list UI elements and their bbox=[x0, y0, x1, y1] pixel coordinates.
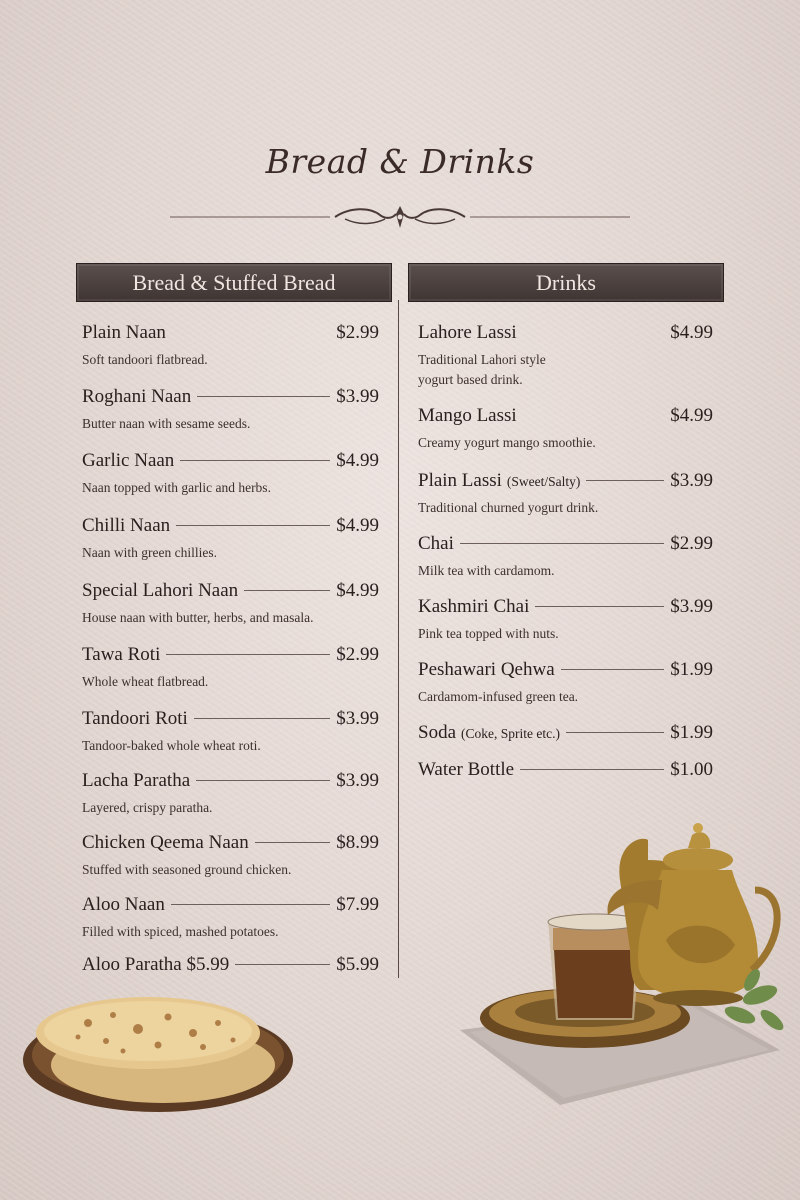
item-description-line: yogurt based drink. bbox=[418, 372, 523, 387]
item-price: $2.99 bbox=[336, 644, 379, 665]
menu-item bbox=[82, 770, 379, 818]
item-price: $4.99 bbox=[336, 515, 379, 536]
item-description: Layered, crispy paratha. bbox=[82, 800, 213, 815]
item-description: Tandoor-baked whole wheat roti. bbox=[82, 738, 261, 753]
item-name: Special Lahori Naan bbox=[82, 580, 239, 601]
item-price: $2.99 bbox=[336, 322, 379, 343]
menu-item bbox=[82, 894, 379, 942]
item-description: Milk tea with cardamom. bbox=[418, 563, 555, 578]
item-name: Roghani Naan bbox=[82, 386, 192, 407]
menu-item bbox=[82, 450, 379, 498]
item-name: Aloo Paratha $5.99 bbox=[82, 954, 230, 975]
item-description: Soft tandoori flatbread. bbox=[82, 352, 208, 367]
item-description: Butter naan with sesame seeds. bbox=[82, 416, 251, 431]
item-description: Pink tea topped with nuts. bbox=[418, 626, 559, 641]
item-name: Tawa Roti bbox=[82, 644, 161, 665]
item-name: Chai bbox=[418, 533, 454, 554]
item-name: Aloo Naan bbox=[82, 894, 165, 915]
item-name: Mango Lassi bbox=[418, 405, 517, 426]
page-title: Bread & Drinks bbox=[265, 142, 535, 181]
menu-item bbox=[418, 659, 713, 707]
menu-item bbox=[418, 596, 713, 644]
item-price: $3.99 bbox=[336, 770, 379, 791]
item-name: Chicken Qeema Naan bbox=[82, 832, 249, 853]
item-description: Filled with spiced, mashed potatoes. bbox=[82, 924, 279, 939]
item-description: Naan with green chillies. bbox=[82, 545, 217, 560]
menu-item bbox=[418, 470, 713, 518]
item-description: Traditional churned yogurt drink. bbox=[418, 500, 599, 515]
item-price: $1.00 bbox=[670, 759, 713, 780]
item-name: Lacha Paratha bbox=[82, 770, 191, 791]
item-name: Plain Lassi bbox=[418, 470, 502, 491]
menu-item bbox=[418, 722, 713, 744]
item-price: $7.99 bbox=[336, 894, 379, 915]
item-description: House naan with butter, herbs, and masala. bbox=[82, 610, 314, 625]
menu-item bbox=[82, 644, 379, 692]
item-price: $3.99 bbox=[336, 708, 379, 729]
item-price: $4.99 bbox=[670, 405, 713, 426]
menu-item bbox=[82, 954, 379, 976]
item-description bbox=[418, 350, 713, 390]
item-name: Water Bottle bbox=[418, 759, 515, 780]
menu-item bbox=[82, 708, 379, 756]
column-divider bbox=[398, 300, 399, 978]
item-price: $2.99 bbox=[670, 533, 713, 554]
item-description: Stuffed with seasoned ground chicken. bbox=[82, 862, 292, 877]
item-price: $1.99 bbox=[670, 659, 713, 680]
item-name: Tandoori Roti bbox=[82, 708, 188, 729]
item-name: Garlic Naan bbox=[82, 450, 175, 471]
item-price: $1.99 bbox=[670, 722, 713, 743]
menu-item bbox=[418, 322, 713, 390]
item-price: $4.99 bbox=[336, 450, 379, 471]
item-name: Kashmiri Chai bbox=[418, 596, 530, 617]
item-name: Plain Naan bbox=[82, 322, 166, 343]
item-price: $4.99 bbox=[670, 322, 713, 343]
menu-item bbox=[82, 515, 379, 563]
item-qualifier: (Sweet/Salty) bbox=[506, 474, 581, 489]
tea-set-image bbox=[440, 820, 800, 1120]
menu-item bbox=[418, 533, 713, 581]
bread-section-header: Bread & Stuffed Bread bbox=[76, 263, 392, 302]
ornament-divider-icon bbox=[170, 202, 630, 232]
item-description: Creamy yogurt mango smoothie. bbox=[418, 435, 596, 450]
item-name: Soda bbox=[418, 722, 456, 743]
item-price: $3.99 bbox=[670, 470, 713, 491]
item-name: Lahore Lassi bbox=[418, 322, 517, 343]
menu-item bbox=[82, 832, 379, 880]
item-price: $8.99 bbox=[336, 832, 379, 853]
drinks-section-header: Drinks bbox=[408, 263, 724, 302]
menu-item bbox=[418, 759, 713, 781]
menu-item bbox=[82, 386, 379, 434]
item-description: Naan topped with garlic and herbs. bbox=[82, 480, 271, 495]
item-name: Peshawari Qehwa bbox=[418, 659, 555, 680]
item-price: $3.99 bbox=[670, 596, 713, 617]
menu-item bbox=[418, 405, 713, 453]
item-price: $3.99 bbox=[336, 386, 379, 407]
item-price: $4.99 bbox=[336, 580, 379, 601]
item-name: Chilli Naan bbox=[82, 515, 171, 536]
item-qualifier: (Coke, Sprite etc.) bbox=[461, 726, 560, 741]
item-description: Whole wheat flatbread. bbox=[82, 674, 209, 689]
menu-item bbox=[82, 580, 379, 628]
item-price: $5.99 bbox=[336, 954, 379, 975]
naan-plate-image bbox=[18, 985, 298, 1120]
menu-item bbox=[82, 322, 379, 370]
item-description-line: Traditional Lahori style bbox=[418, 352, 546, 367]
item-description: Cardamom-infused green tea. bbox=[418, 689, 579, 704]
